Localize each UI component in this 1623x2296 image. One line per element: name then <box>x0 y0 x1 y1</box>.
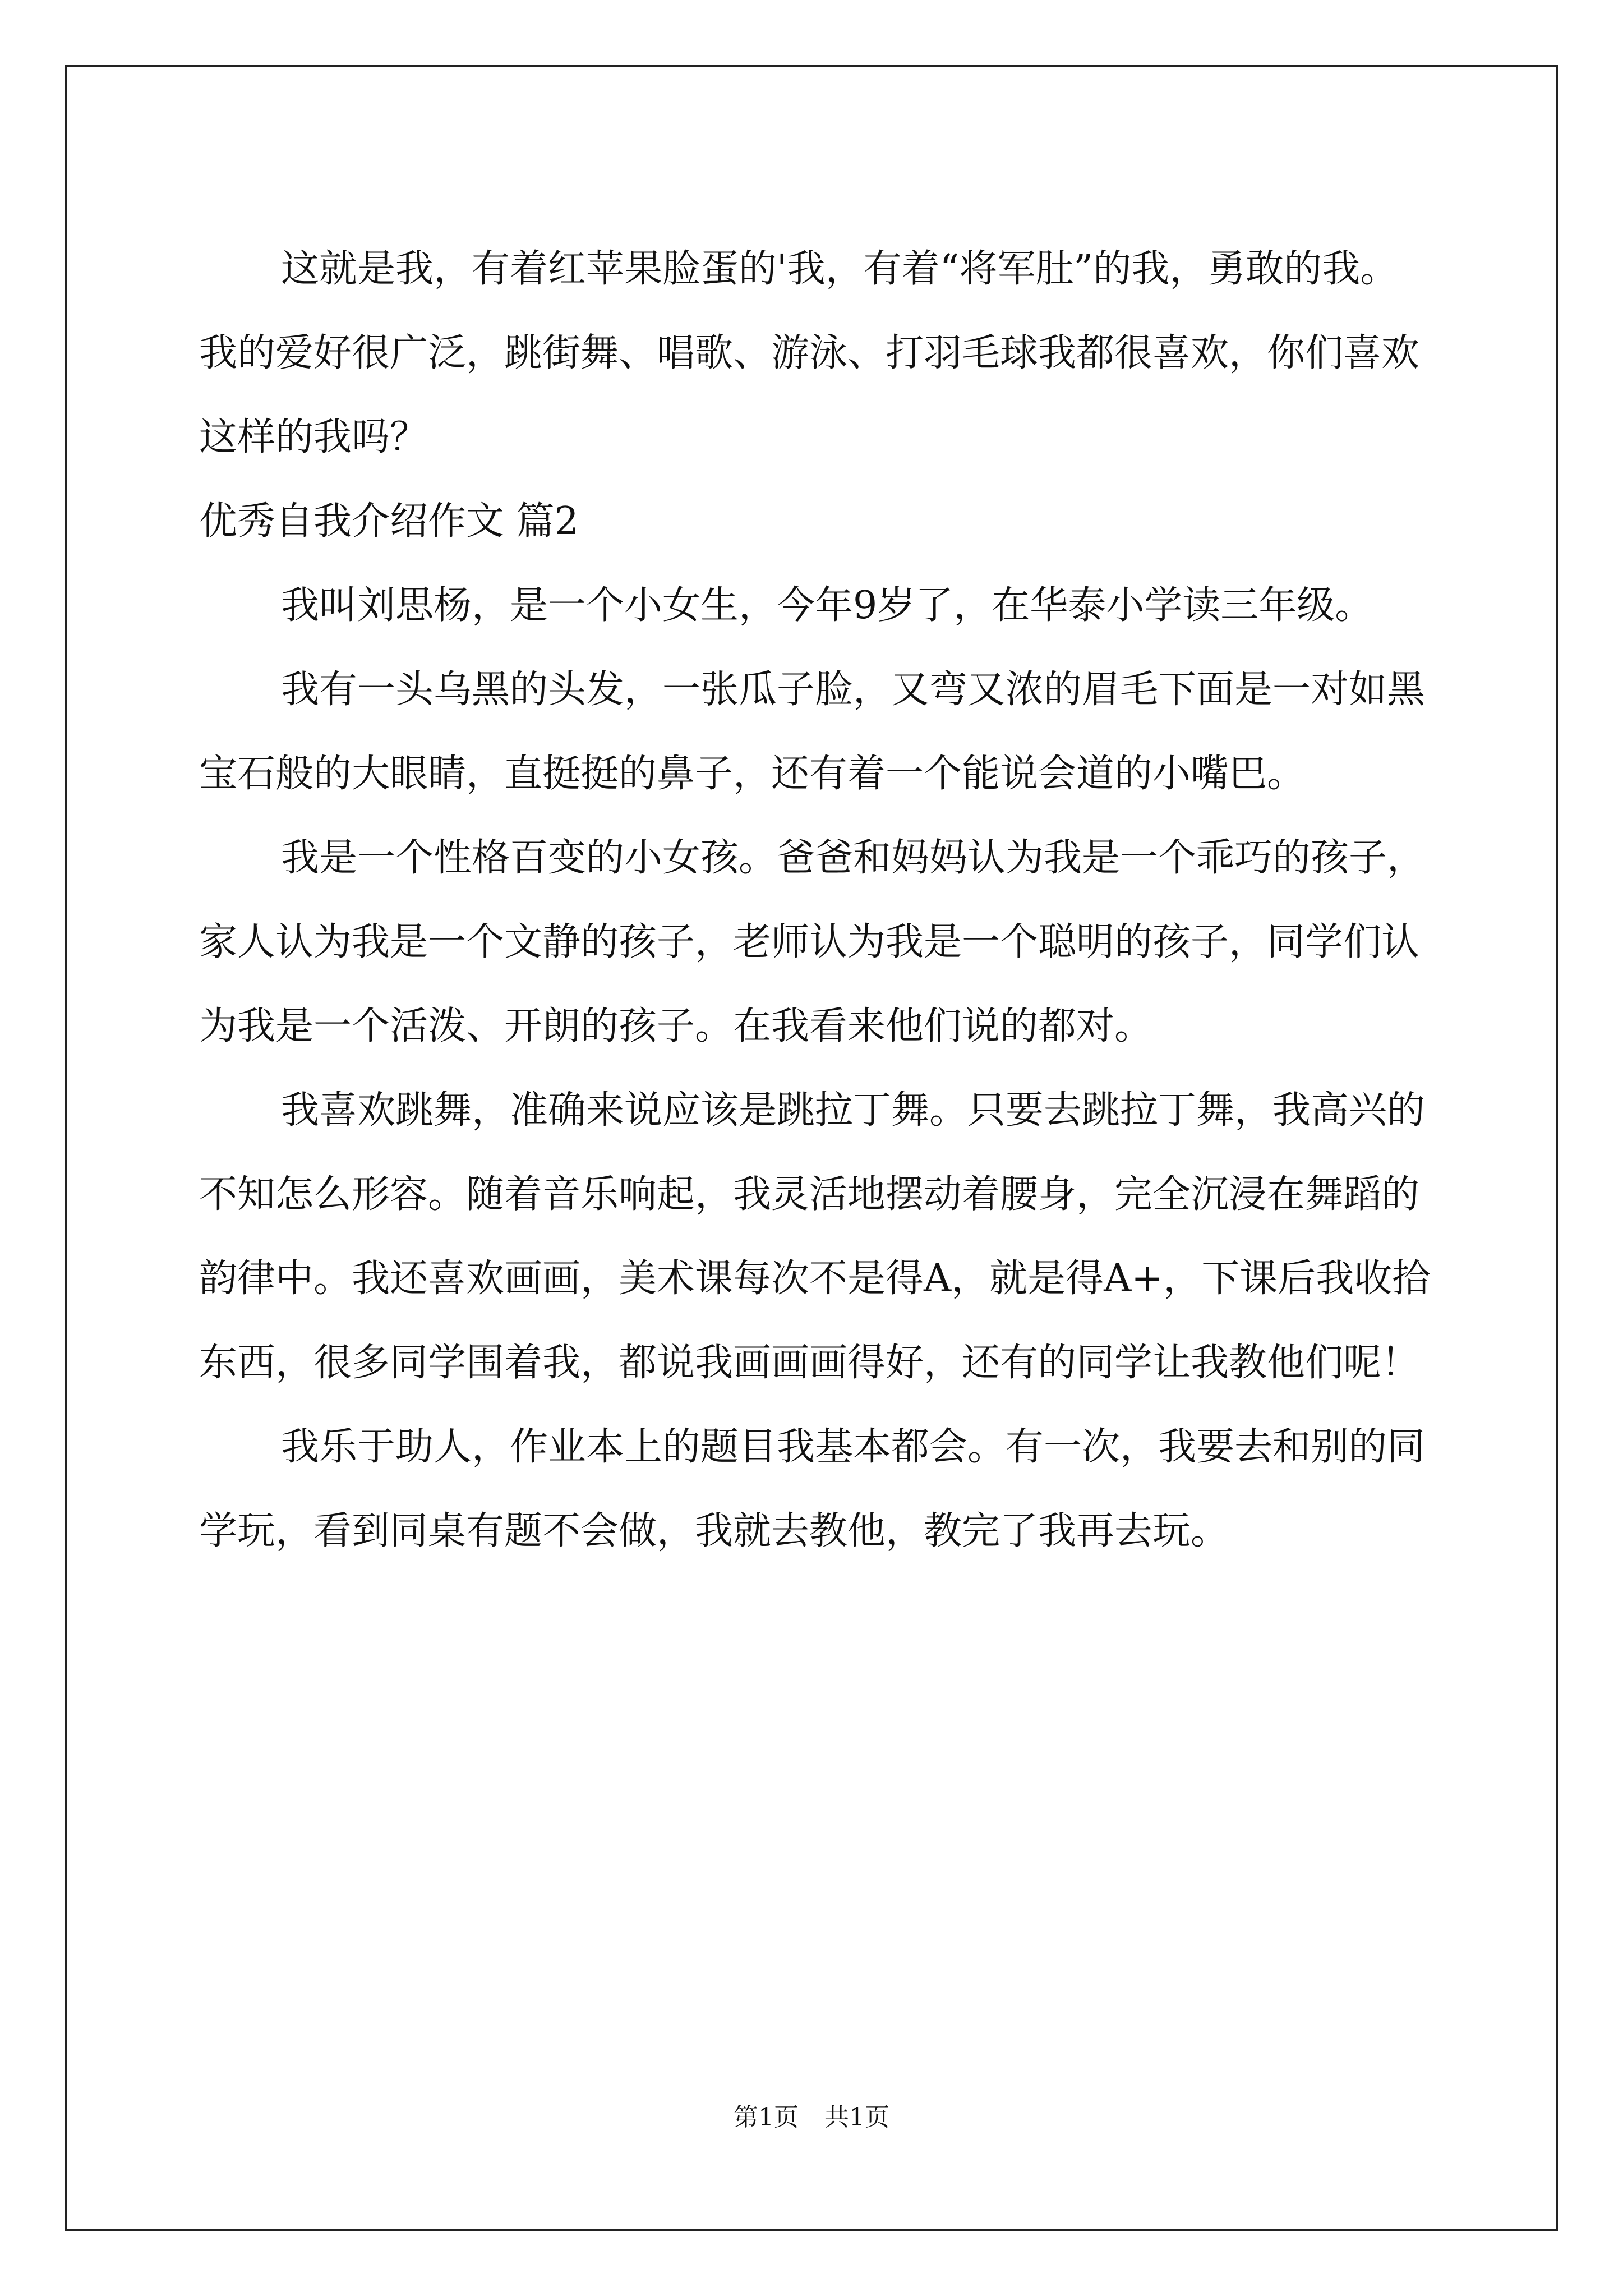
page-footer <box>0 2101 1623 2134</box>
page-number-current: 第1页 <box>734 2103 799 2132</box>
paragraph-5: 我喜欢跳舞，准确来说应该是跳拉丁舞。只要去跳拉丁舞，我高兴的不知怎么形容。随着音乐响起，我灵活地摆动着腰身，完全沉浸在舞蹈的韵律中。我还喜欢画画，美术课每次不是得A，就是得A+，下课后我收拾东西，很多同学围着我，都说我画画画得好，还有的同学让我教他们呢！ <box>199 1088 1431 1385</box>
section-heading: 优秀自我介绍作文 篇2 <box>199 499 579 544</box>
page-number-total: 共1页 <box>824 2103 889 2132</box>
document-body <box>199 227 1433 1573</box>
paragraph-4: 我是一个性格百变的小女孩。爸爸和妈妈认为我是一个乖巧的孩子，家人认为我是一个文静的孩子，老师认为我是一个聪明的孩子，同学们认为我是一个活泼、开朗的孩子。在我看来他们说的都对。 <box>199 836 1426 1048</box>
paragraph-6: 我乐于助人，作业本上的题目我基本都会。有一次，我要去和别的同学玩，看到同桌有题不会做，我就去教他，教完了我再去玩。 <box>199 1425 1426 1553</box>
paragraph-1: 这就是我，有着红苹果脸蛋的'我，有着“将军肚”的我，勇敢的我。我的爱好很广泛，跳街舞、唱歌、游泳、打羽毛球我都很喜欢，你们喜欢这样的我吗？ <box>199 247 1420 459</box>
paragraph-2: 我叫刘思杨，是一个小女生，今年9岁了，在华泰小学读三年级。 <box>281 583 1373 628</box>
paragraph-3: 我有一头乌黑的头发，一张瓜子脸，又弯又浓的眉毛下面是一对如黑宝石般的大眼睛，直挺挺的鼻子，还有着一个能说会道的小嘴巴。 <box>199 668 1426 796</box>
